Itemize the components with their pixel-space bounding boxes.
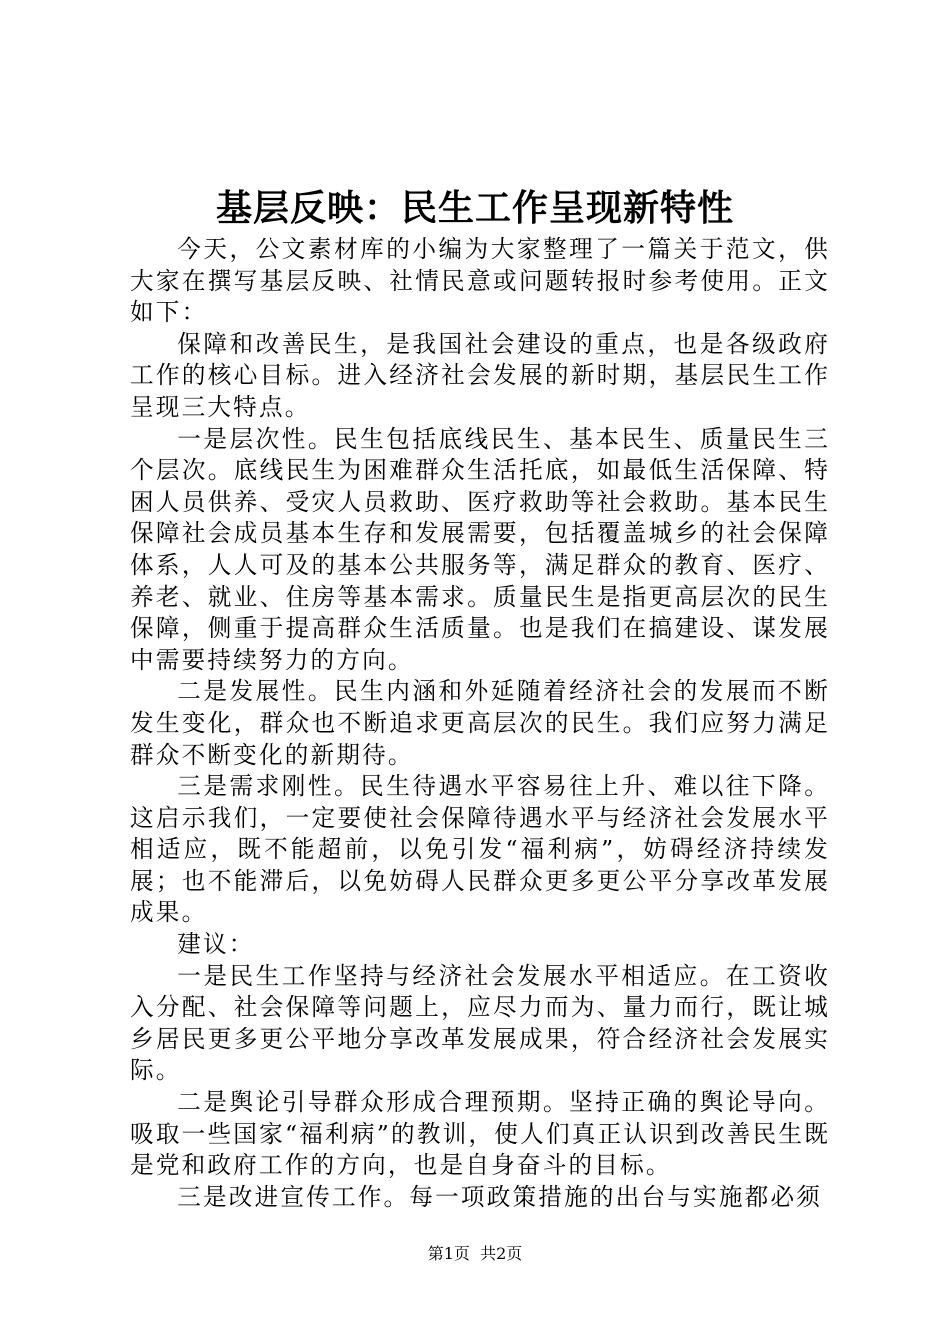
paragraph-point-2: 二是发展性。民生内涵和外延随着经济社会的发展而不断发生变化，群众也不断追求更高层次的民生。我们应努力满足群众不断变化的新期待。 [130,677,830,769]
paragraph-point-3: 三是需求刚性。民生待遇水平容易往上升、难以往下降。这启示我们，一定要使社会保障待遇水平与经济社会发展水平相适应，既不能超前，以免引发“福利病”，妨碍经济持续发展；也不能滞后，以免妨碍人民群众更多更公平分享改革发展成果。 [130,772,830,927]
document-title: 基层反映：民生工作呈现新特性 [215,187,734,229]
paragraph-suggestion-2: 二是舆论引导群众形成合理预期。坚持正确的舆论导向。吸取一些国家“福利病”的教训，使人们真正认识到改善民生既是党和政府工作的方向，也是自身奋斗的目标。 [130,1088,830,1180]
page-number-footer: 第1页 共2页 [427,1244,523,1263]
paragraph-suggestions-heading: 建议： [177,930,255,959]
paragraph-point-1: 一是层次性。民生包括底线民生、基本民生、质量民生三个层次。底线民生为困难群众生活托底，如最低生活保障、特困人员供养、受灾人员救助、医疗救助等社会救助。基本民生保障社会成员基本生存和发展需要，包括覆盖城乡的社会保障体系，人人可及的基本公共服务等，满足群众的教育、医疗、养老、就业、住房等基本需求。质量民生是指更高层次的民生保障，侧重于提高群众生活质量。也是我们在搞建设、谋发展中需要持续努力的方向。 [130,424,830,674]
paragraph-intro: 今天，公文素材库的小编为大家整理了一篇关于范文，供大家在撰写基层反映、社情民意或问题转报时参考使用。正文如下： [130,235,830,327]
paragraph-suggestion-3: 三是改进宣传工作。每一项政策措施的出台与实施都必须 [177,1182,823,1211]
document-body [130,234,830,1213]
paragraph-overview: 保障和改善民生，是我国社会建设的重点，也是各级政府工作的核心目标。进入经济社会发展的新时期，基层民生工作呈现三大特点。 [130,329,830,421]
paragraph-suggestion-1: 一是民生工作坚持与经济社会发展水平相适应。在工资收入分配、社会保障等问题上，应尽力而为、量力而行，既让城乡居民更多更公平地分享改革发展成果，符合经济社会发展实际。 [130,961,830,1085]
